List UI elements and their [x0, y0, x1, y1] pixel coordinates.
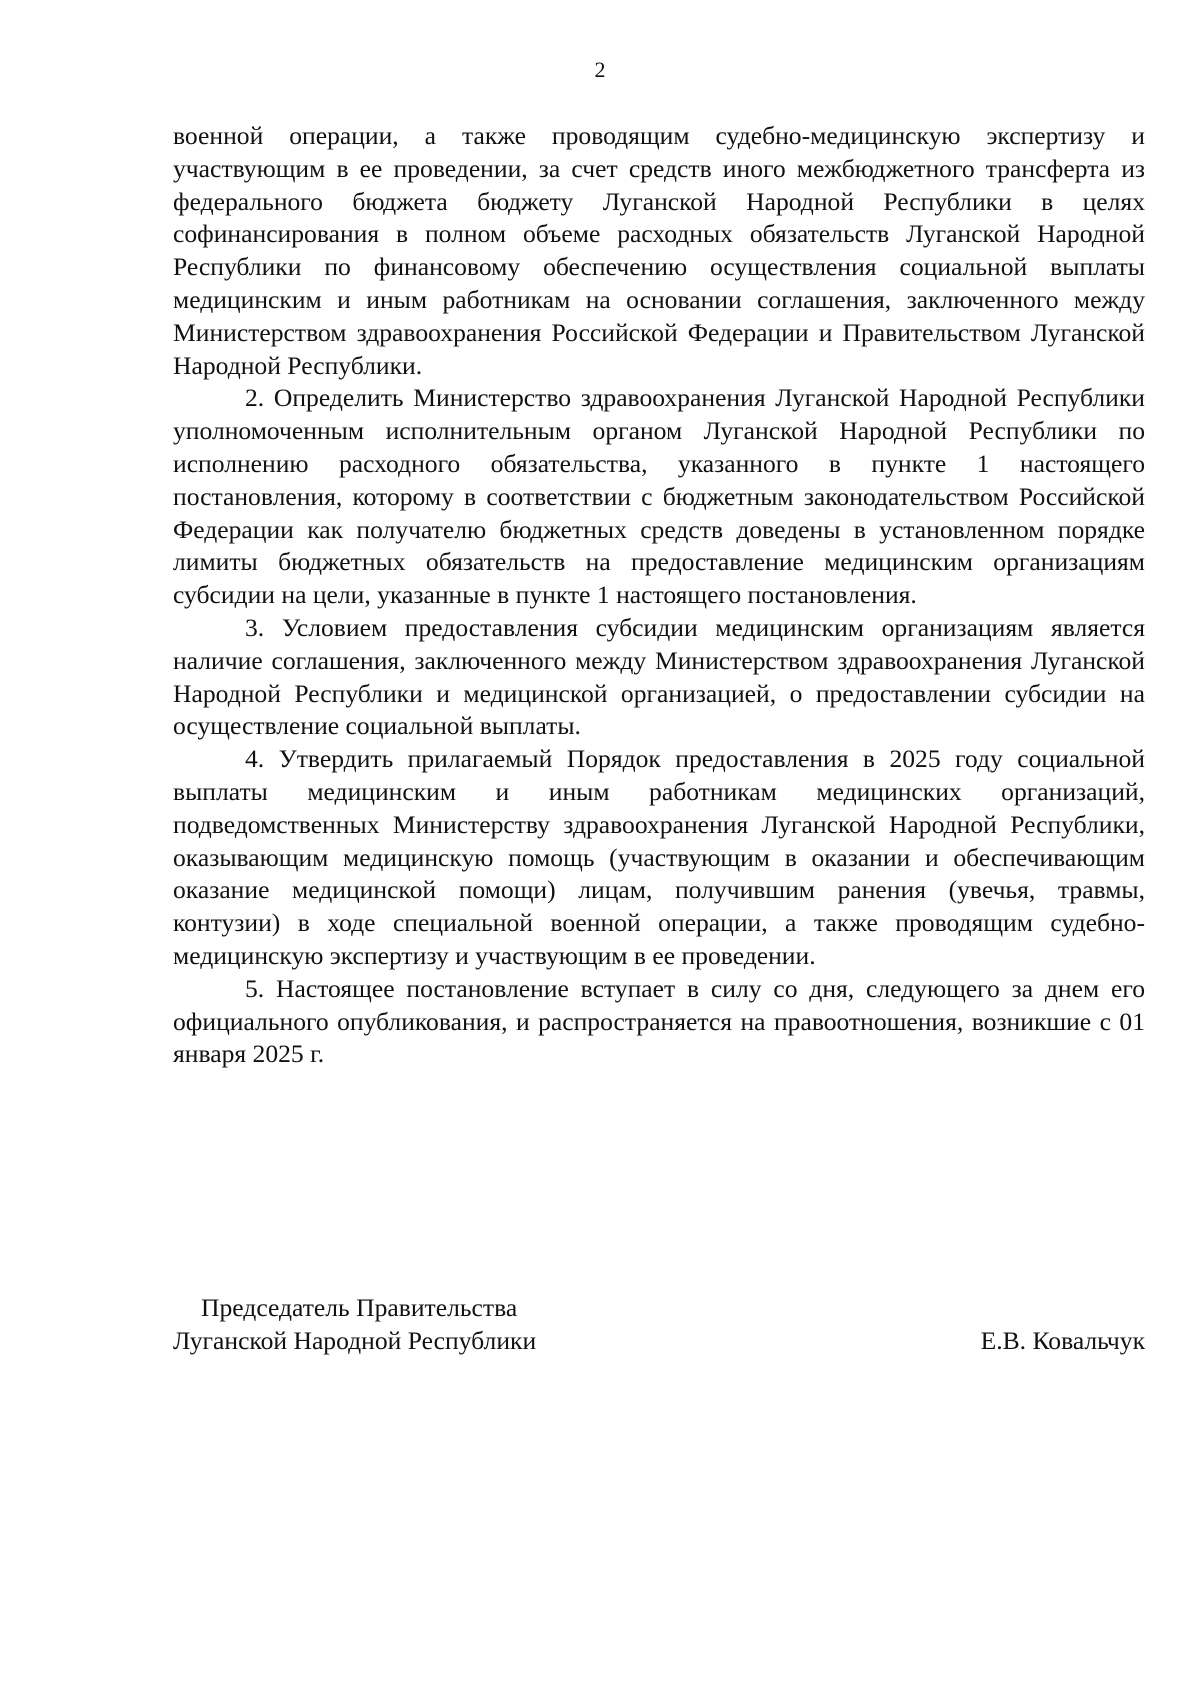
- signature-row: [173, 1325, 1145, 1358]
- signature-block: [173, 1292, 1145, 1358]
- page-number: 2: [594, 57, 606, 82]
- continuation-paragraph: военной операции, а также проводящим судебно-медицинскую экспертизу и участвующим в ее проведении, за счет средств иного межбюджетного трансферта из федерального бюджета бюджету Луганской Народной Республики в целях софинансирования в полном объеме расходных обязательств Луганской Народной Республики по финансовому обеспечению осуществления социальной выплаты медицинским и иным работникам на основании соглашения, заключенного между Министерством здравоохранения Российской Федерации и Правительством Луганской Народной Республики.: [173, 121, 1145, 380]
- paragraph-item-5: 5. Настоящее постановление вступает в силу со дня, следующего за днем его официального опубликования, и распространяется на правоотношения, возникшие с 01 января 2025 г.: [173, 973, 1145, 1069]
- signatory-title-line1: Председатель Правительства: [201, 1293, 518, 1322]
- paragraph-item-3: 3. Условием предоставления субсидии медицинским организациям является наличие соглашения, заключенного между Министерством здравоохранения Луганской Народной Республики и медицинской организацией, о предоставлении субсидии на осуществление социальной выплаты.: [173, 612, 1145, 741]
- signatory-title-line2: Луганской Народной Республики: [173, 1325, 537, 1355]
- paragraph-item-2: 2. Определить Министерство здравоохранения Луганской Народной Республики уполномоченным исполнительным органом Луганской Народной Республики по исполнению расходного обязательства, указанного в пункте 1 настоящего постановления, которому в соответствии с бюджетным законодательством Российской Федерации как получателю бюджетных средств доведены в установленном порядке лимиты бюджетных обязательств на предоставление медицинским организациям субсидии на цели, указанные в пункте 1 настоящего постановления.: [173, 383, 1145, 610]
- paragraph-item-4: 4. Утвердить прилагаемый Порядок предоставления в 2025 году социальной выплаты медицинским и иным работникам медицинских организаций, подведомственных Министерству здравоохранения Луганской Народной Республики, оказывающим медицинскую помощь (участвующим в оказании и обеспечивающим оказание медицинской помощи) лицам, получившим ранения (увечья, травмы, контузии) в ходе специальной военной операции, а также проводящим судебно-медицинскую экспертизу и участвующим в ее проведении.: [173, 744, 1145, 970]
- signatory-name: Е.В. Ковальчук: [980, 1325, 1145, 1355]
- document-body: [173, 120, 1145, 1071]
